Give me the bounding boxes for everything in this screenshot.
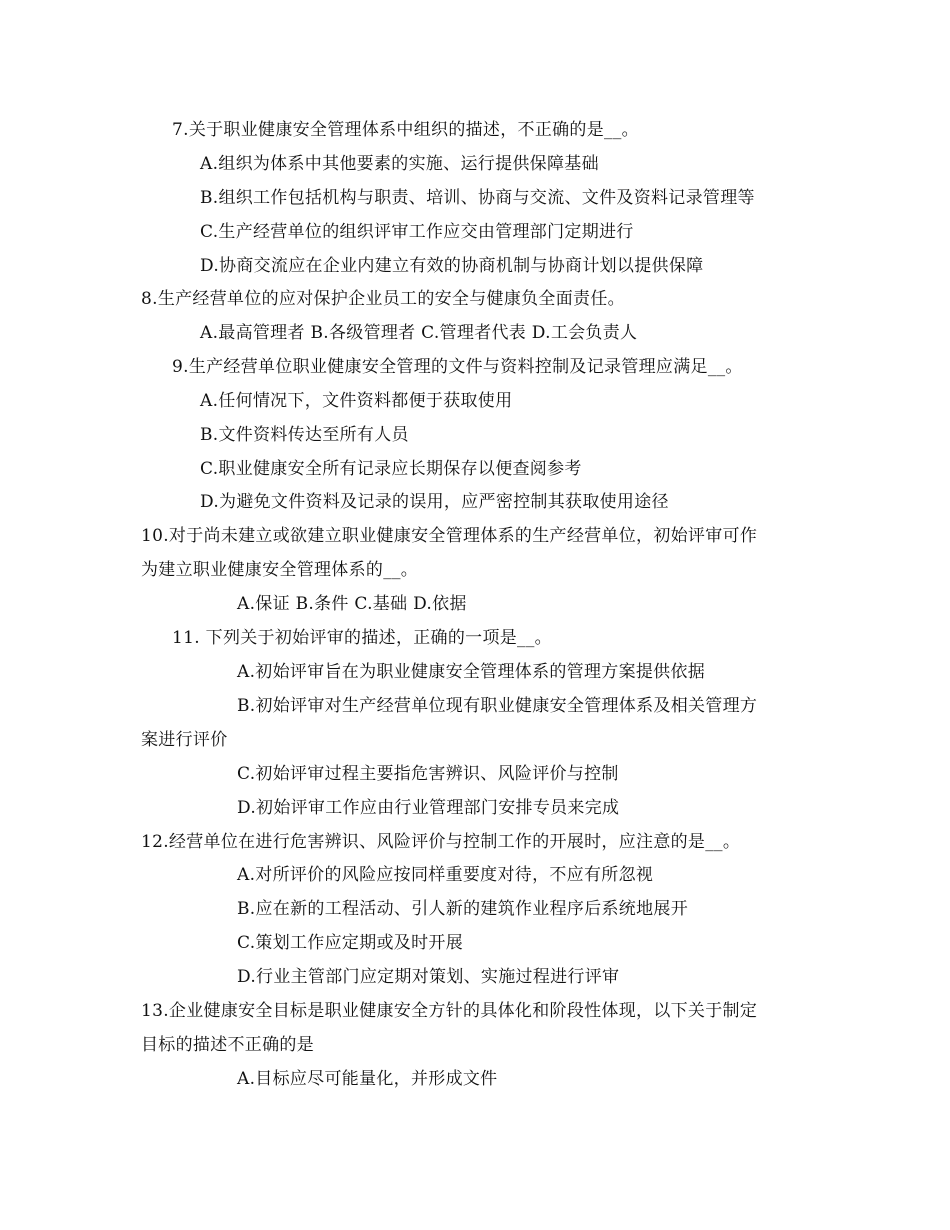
question-11-option-d: D.初始评审工作应由行业管理部门安排专员来完成 <box>237 798 620 818</box>
question-12-option-d: D.行业主管部门应定期对策划、实施过程进行评审 <box>237 967 620 987</box>
question-9-option-d: D.为避免文件资料及记录的误用，应严密控制其获取使用途径 <box>200 492 669 512</box>
question-11: 11. 下列关于初始评审的描述，正确的一项是__。 <box>172 628 552 648</box>
question-7: 7.关于职业健康安全管理体系中组织的描述，不正确的是__。 <box>172 120 639 140</box>
question-8: 8.生产经营单位的应对保护企业员工的安全与健康负全面责任。 <box>141 289 625 309</box>
question-10: 10.对于尚未建立或欲建立职业健康安全管理体系的生产经营单位，初始评审可作 <box>141 526 758 546</box>
question-12-option-b: B.应在新的工程活动、引人新的建筑作业程序后系统地展开 <box>237 899 688 919</box>
question-10-options: A.保证 B.条件 C.基础 D.依据 <box>237 594 467 614</box>
question-9-option-b: B.文件资料传达至所有人员 <box>200 425 409 445</box>
question-12: 12.经营单位在进行危害辨识、风险评价与控制工作的开展时，应注意的是__。 <box>141 832 741 852</box>
question-7-option-d: D.协商交流应在企业内建立有效的协商机制与协商计划以提供保障 <box>200 256 704 276</box>
question-12-option-c: C.策划工作应定期或及时开展 <box>237 933 464 953</box>
question-10-cont: 为建立职业健康安全管理体系的__。 <box>141 560 419 580</box>
question-11-option-a: A.初始评审旨在为职业健康安全管理体系的管理方案提供依据 <box>237 662 706 682</box>
question-7-option-b: B.组织工作包括机构与职责、培训、协商与交流、文件及资料记录管理等 <box>200 188 755 208</box>
question-11-option-b: B.初始评审对生产经营单位现有职业健康安全管理体系及相关管理方 <box>237 696 758 716</box>
question-9-option-a: A.任何情况下，文件资料都便于获取使用 <box>200 391 513 411</box>
question-9-option-c: C.职业健康安全所有记录应长期保存以便查阅参考 <box>200 459 582 479</box>
question-9: 9.生产经营单位职业健康安全管理的文件与资料控制及记录管理应满足__。 <box>172 357 743 377</box>
question-7-option-a: A.组织为体系中其他要素的实施、运行提供保障基础 <box>200 154 599 174</box>
question-12-option-a: A.对所评价的风险应按同样重要度对待，不应有所忽视 <box>237 865 654 885</box>
question-7-option-c: C.生产经营单位的组织评审工作应交由管理部门定期进行 <box>200 222 634 242</box>
question-11-option-b-cont: 案进行评价 <box>141 730 228 750</box>
question-8-options: A.最高管理者 B.各级管理者 C.管理者代表 D.工会负责人 <box>200 323 638 343</box>
question-13: 13.企业健康安全目标是职业健康安全方针的具体化和阶段性体现，以下关于制定 <box>141 1001 758 1021</box>
question-13-option-a: A.目标应尽可能量化，并形成文件 <box>237 1069 498 1089</box>
question-13-cont: 目标的描述不正确的是 <box>141 1035 314 1055</box>
question-11-option-c: C.初始评审过程主要指危害辨识、风险评价与控制 <box>237 764 619 784</box>
